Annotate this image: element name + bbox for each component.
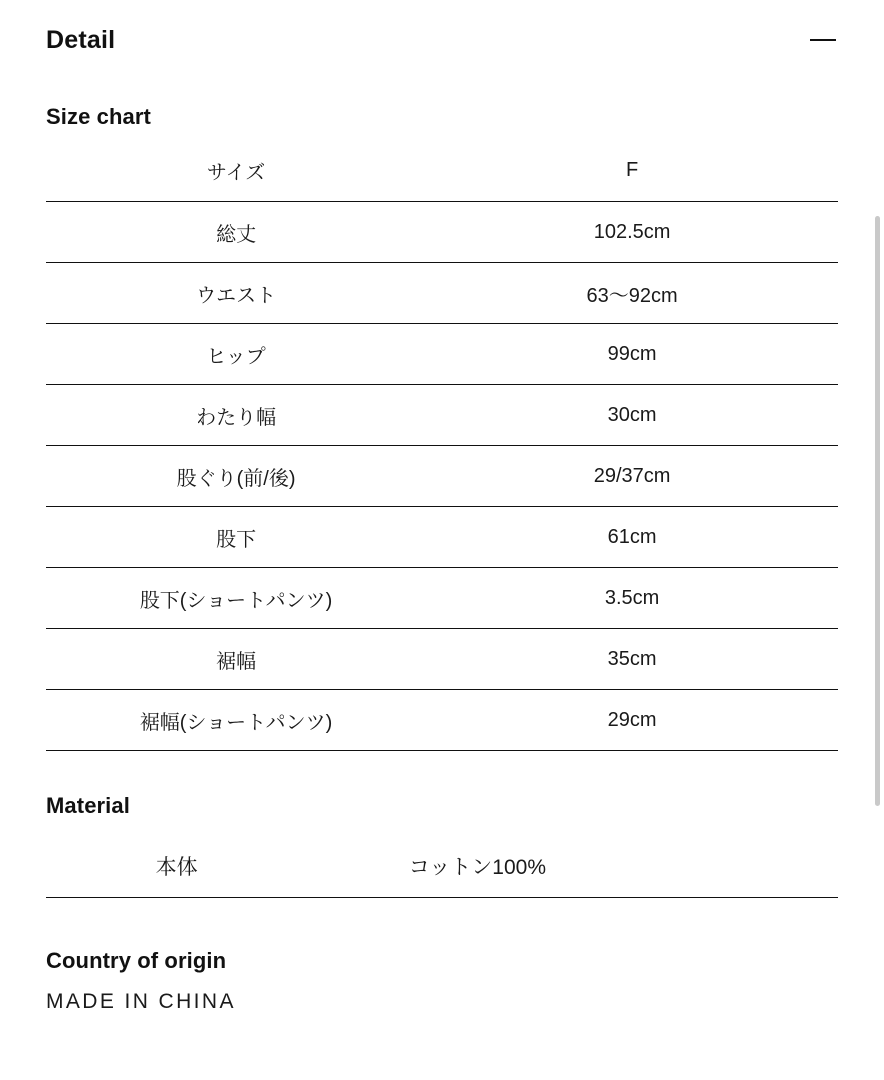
size-chart-heading: Size chart <box>46 104 151 129</box>
column-header-f: F <box>426 144 838 202</box>
detail-header <box>46 0 838 62</box>
row-value: 29/37cm <box>426 446 838 507</box>
row-value: コットン100% <box>408 856 546 879</box>
row-label: 本体 <box>46 833 307 898</box>
table-row <box>46 324 838 385</box>
row-value: 102.5cm <box>426 202 838 263</box>
material-heading: Material <box>46 793 130 818</box>
scrollbar[interactable] <box>875 0 881 1080</box>
row-value-cell <box>307 833 838 898</box>
page-title: Detail <box>46 25 116 54</box>
row-value: 29cm <box>426 690 838 751</box>
table-header-row <box>46 144 838 202</box>
row-label: 裾幅(ショートパンツ) <box>46 690 426 751</box>
origin-heading: Country of origin <box>46 948 227 973</box>
row-label: ウエスト <box>46 263 426 324</box>
minus-icon[interactable] <box>808 25 838 55</box>
material-table <box>46 833 838 898</box>
table-row <box>46 263 838 324</box>
row-value: 99cm <box>426 324 838 385</box>
row-value: 63〜92cm <box>426 263 838 324</box>
table-row <box>46 629 838 690</box>
row-value: 35cm <box>426 629 838 690</box>
row-label: 股下(ショートパンツ) <box>46 568 426 629</box>
table-row <box>46 690 838 751</box>
table-row <box>46 568 838 629</box>
row-label: 裾幅 <box>46 629 426 690</box>
table-row <box>46 507 838 568</box>
table-row <box>46 833 838 898</box>
row-label: ヒップ <box>46 324 426 385</box>
table-row <box>46 202 838 263</box>
row-label: 総丈 <box>46 202 426 263</box>
table-row <box>46 385 838 446</box>
row-label: わたり幅 <box>46 385 426 446</box>
row-value: 30cm <box>426 385 838 446</box>
column-header-size: サイズ <box>46 144 426 202</box>
scrollbar-thumb[interactable] <box>875 216 880 806</box>
size-chart-table <box>46 144 838 751</box>
origin-value: MADE IN CHINA <box>46 990 236 1013</box>
table-row <box>46 446 838 507</box>
row-label: 股下 <box>46 507 426 568</box>
row-value: 3.5cm <box>426 568 838 629</box>
row-value: 61cm <box>426 507 838 568</box>
row-label: 股ぐり(前/後) <box>46 446 426 507</box>
